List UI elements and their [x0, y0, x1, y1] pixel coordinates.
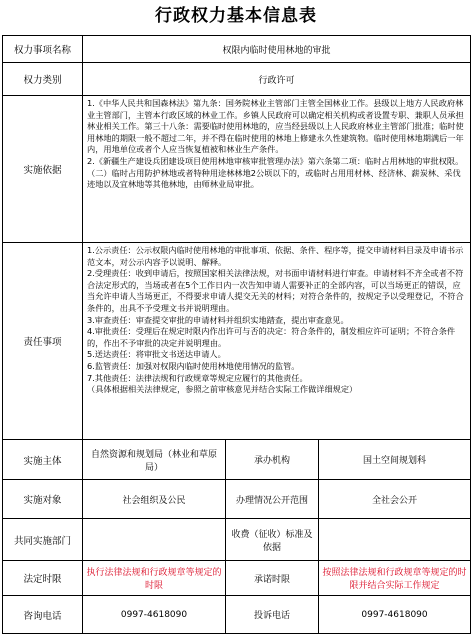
label-target: 实施对象 [3, 480, 83, 519]
value-category: 行政许可 [83, 63, 471, 96]
page-title: 行政权力基本信息表 [155, 6, 317, 26]
value-deadline: 执行法律法规和行政规章等规定的时限 [83, 561, 226, 596]
value-promise: 按照法律法规和行政规章等规定的时限并结合实际工作规定 [319, 561, 471, 596]
value-duty [83, 243, 471, 440]
basis-paragraph: 1.《中华人民共和国森林法》第九条：国务院林业主管部门主管全国林业工作。县级以上地方人民政府林业主管部门，主管本行政区域的林业工作。乡镇人民政府可以确定相关机构或者设置专职、兼职人员承担林业相关工作。第三十八条：需要临时使用林地的，应当经县级以上人民政府林业主管部门批准；临时使用林地的期限一般不超过二年，并不得在临时使用的林地上修建永久性建筑物。临时使用林地期满后一年内，用地单位或者个人应当恢复植被和林业生产条件。 [87, 98, 464, 155]
row-name [3, 36, 471, 63]
label-basis: 实施依据 [3, 96, 83, 243]
duty-paragraph: （具体根据相关法律规定，参照之前审核意见并结合实际工作做详细规定） [87, 384, 358, 395]
value-joint [83, 519, 226, 561]
label-scope: 办理情况公开范围 [226, 480, 319, 519]
value-scope: 全社会公开 [319, 480, 471, 519]
value-fee [319, 519, 471, 561]
value-phone: 0997-4618090 [83, 596, 226, 634]
label-promise: 承诺时限 [226, 561, 319, 596]
value-subject: 自然资源和规划局（林业和草原局） [83, 440, 226, 480]
row-deadline [3, 561, 471, 596]
label-phone: 咨询电话 [3, 596, 83, 634]
label-fee: 收费（征收）标准及依据 [226, 519, 319, 561]
value-name: 权限内临时使用林地的审批 [83, 36, 471, 63]
duty-paragraph: 7.其他责任：法律法规和行政规章等规定应履行的其他责任。 [87, 372, 308, 383]
duty-paragraph: 1.公示责任：公示权限内临时使用林地的审批事项、依据、条件、程序等，提交申请材料目录及申请书示范文本，对公示内容予以说明、解释。 [87, 245, 464, 267]
label-complaint: 投诉电话 [226, 596, 319, 634]
row-phone [3, 596, 471, 634]
label-subject: 实施主体 [3, 440, 83, 480]
row-subject [3, 440, 471, 480]
duty-paragraph: 5.送达责任：将审批文书送达申请人。 [87, 349, 226, 360]
duty-paragraph: 4.审批责任：受理后在规定时限内作出许可与否的决定：符合条件的，制发相应许可证明；不符合条件的，作出不予审批的决定并说明理由。 [87, 326, 456, 348]
value-complaint: 0997-4618090 [319, 596, 471, 634]
row-basis [3, 96, 471, 243]
label-deadline: 法定时限 [3, 561, 83, 596]
value-org: 国土空间规划科 [319, 440, 471, 480]
label-duty: 责任事项 [3, 243, 83, 440]
label-org: 承办机构 [226, 440, 319, 480]
value-target: 社会组织及公民 [83, 480, 226, 519]
duty-paragraph: 2.受理责任：收到申请后，按照国家相关法律法规，对书面申请材料进行审查。申请材料不齐全或者不符合法定形式的，当场或者在5个工作日内一次告知申请人需要补正的全部内容，可以当场更正的错误，应当允许申请人当场更正，不得要求申请人提交无关的材料；对符合条件的，按规定予以受理登记，不符合条件的，出具不予受理文书并说明理由。 [87, 268, 464, 313]
row-joint [3, 519, 471, 561]
value-basis [83, 96, 471, 243]
duty-paragraph: 6.监管责任：加强对权限内临时使用林地使用情况的监管。 [87, 360, 300, 371]
info-table [2, 35, 471, 634]
row-duty [3, 243, 471, 440]
row-category [3, 63, 471, 96]
basis-paragraph: 2.《新疆生产建设兵团建设项目使用林地审核审批管理办法》第六条第二项：临时占用林地的审批权限。（二）临时占用防护林地或者特种用途林林地2公顷以下的，或临时占用用材林、经济林、薪炭林、采伐迹地以及宜林地等其他林地，由师林业局审批。 [87, 155, 464, 190]
label-name: 权力事项名称 [3, 36, 83, 63]
row-target [3, 480, 471, 519]
label-joint: 共同实施部门 [3, 519, 83, 561]
label-category: 权力类别 [3, 63, 83, 96]
duty-paragraph: 3.审查责任：审查提交审批的申请材料并组织实地踏查，提出审查意见。 [87, 314, 349, 325]
